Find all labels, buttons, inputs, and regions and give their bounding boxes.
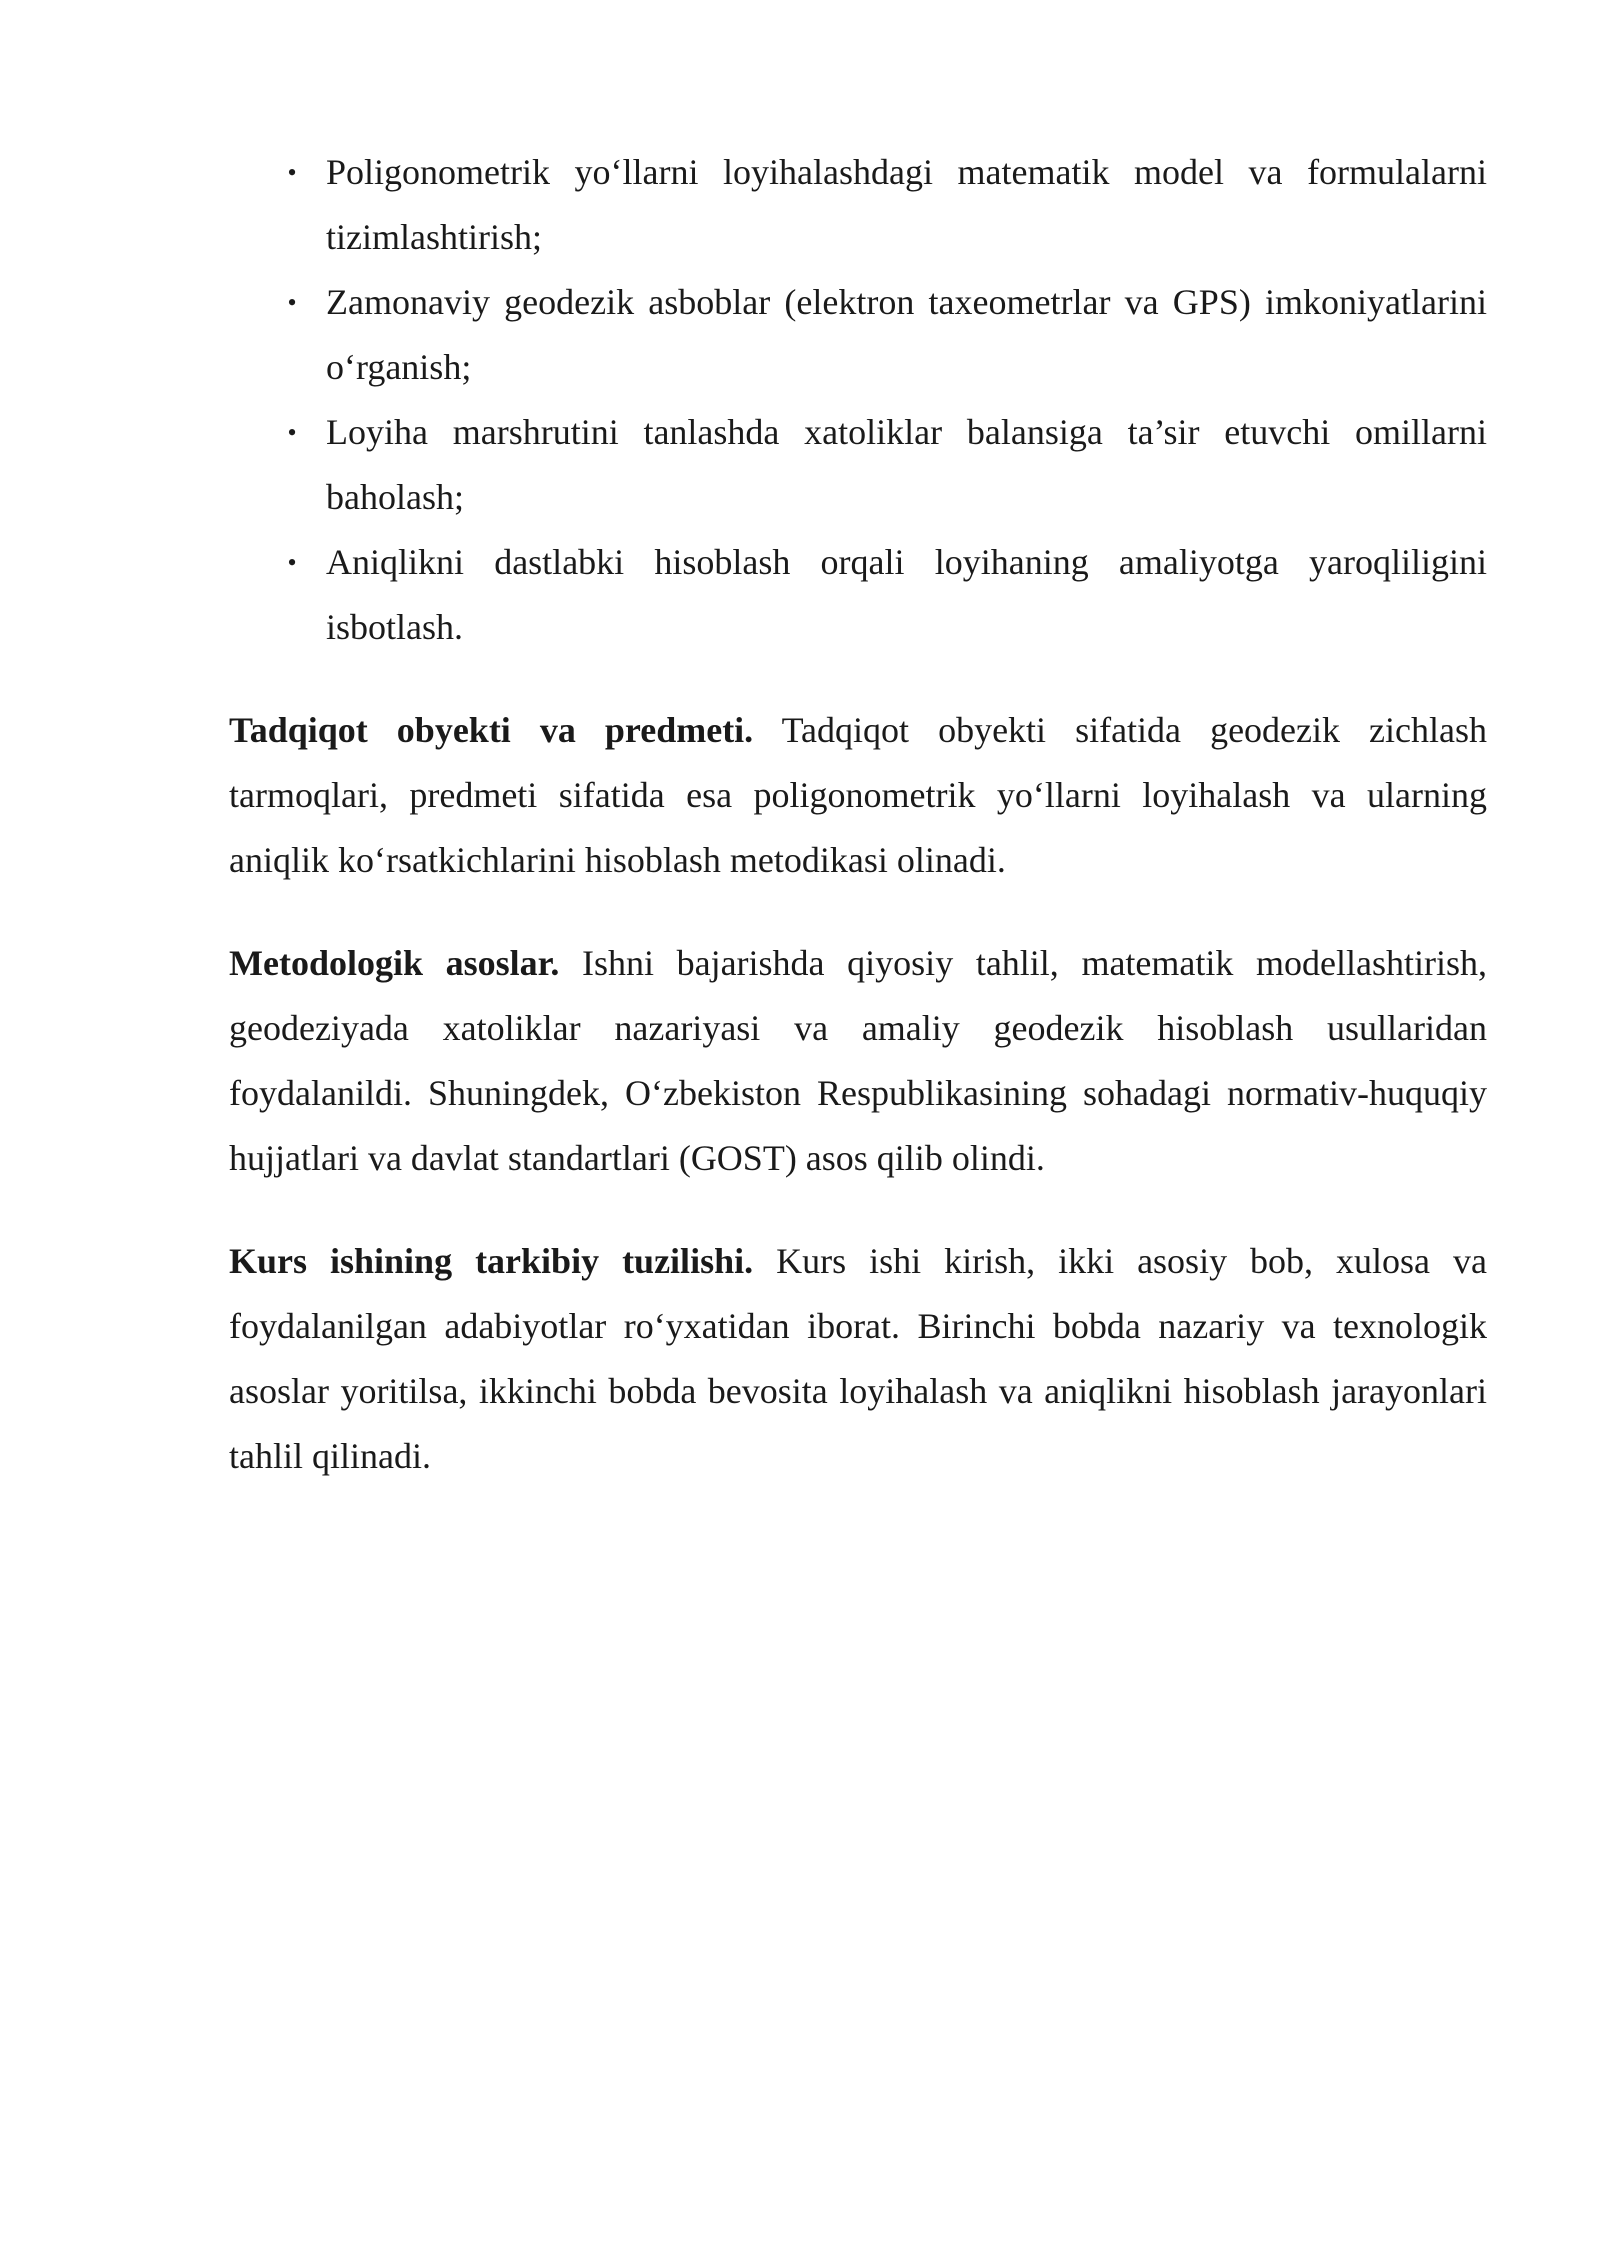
list-item-text: Zamonaviy geodezik asboblar (elektron taxeometrlar va GPS) imkoniyatlarini o‘rganish; [326,282,1487,387]
list-item-text: Loyiha marshrutini tanlashda xatoliklar balansiga ta’sir etuvchi omillarni baholash; [326,412,1487,517]
objectives-list [229,140,1487,660]
document-page [229,140,1487,1489]
bullet-icon: • [287,158,297,187]
structure-heading: Kurs ishining tarkibiy tuzilishi. [229,1241,754,1281]
list-item-text: Poligonometrik yo‘llarni loyihalashdagi matematik model va formulalarni tizimlashtirish; [326,152,1487,257]
research-object-heading: Tadqiqot obyekti va predmeti. [229,710,754,750]
bullet-icon: • [287,418,297,447]
list-item [229,140,1487,270]
methodology-text: Ishni bajarishda qiyosiy tahlil, matematik modellashtirish, geodeziyada xatoliklar nazariyasi va amaliy geodezik hisoblash usullaridan foydalanildi. Shuningdek, O‘zbekiston Respublikasining sohadagi normativ-huquqiy hujjatlari va davlat standartlari (GOST) asos qilib olindi. [229,943,1488,1178]
bullet-icon: • [287,288,297,317]
research-object-text: Tadqiqot obyekti sifatida geodezik zichlash tarmoqlari, predmeti sifatida esa poligonometrik yo‘llarni loyihalash va ularning aniqlik ko‘rsatkichlarini hisoblash metodikasi olinadi. [229,710,1487,880]
list-item [229,530,1487,660]
research-object-paragraph [229,698,1487,893]
list-item [229,270,1487,400]
structure-text: Kurs ishi kirish, ikki asosiy bob, xulosa va foydalanilgan adabiyotlar ro‘yxatidan iborat. Birinchi bobda nazariy va texnologik asoslar yoritilsa, ikkinchi bobda bevosita loyihalash va aniqlikni hisoblash jarayonlari tahlil qilinadi. [229,1241,1488,1476]
bullet-icon: • [287,548,297,577]
list-item-text: Aniqlikni dastlabki hisoblash orqali loyihaning amaliyotga yaroqliligini isbotlash. [326,542,1487,647]
methodology-heading: Metodologik asoslar. [229,943,560,983]
methodology-paragraph [229,931,1487,1191]
list-item [229,400,1487,530]
structure-paragraph [229,1229,1487,1489]
